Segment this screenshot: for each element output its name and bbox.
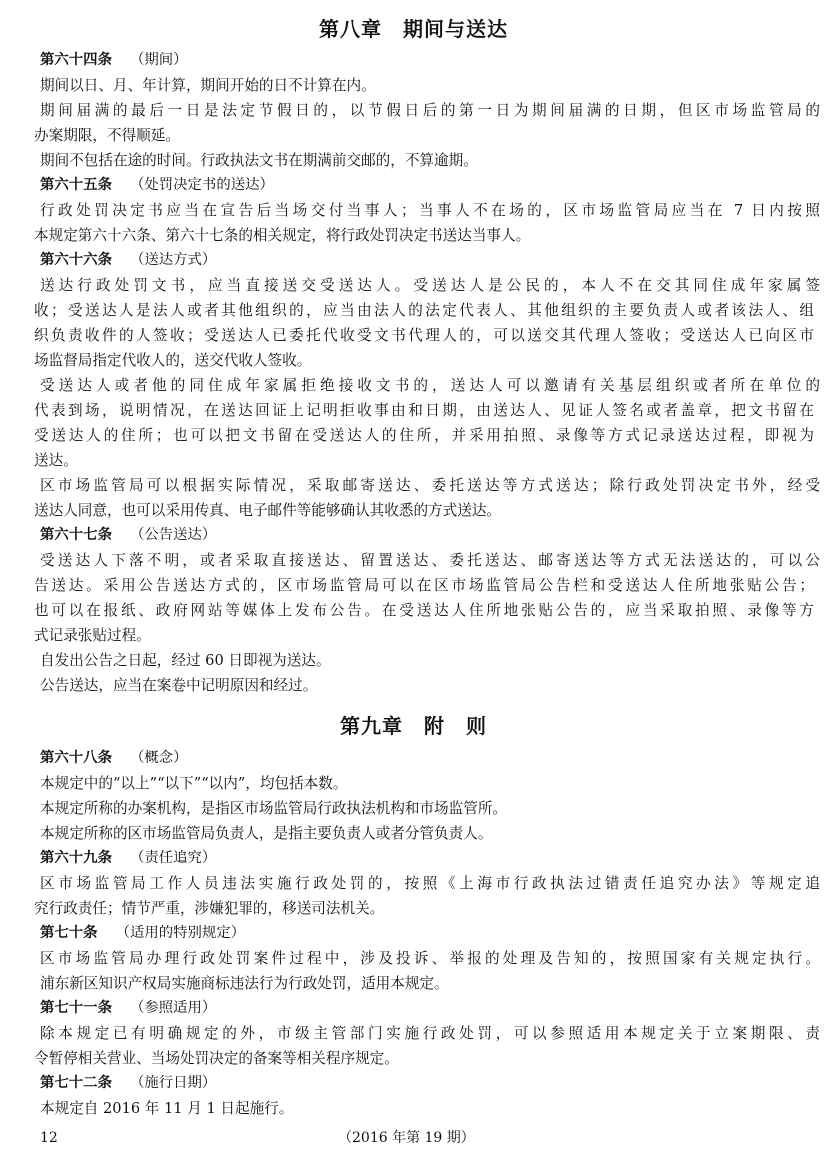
paragraph-line: 浦东新区知识产权局实施商标违法行为行政处罚，适用本规定。 bbox=[40, 975, 449, 992]
paragraph-line: 本规定所称的区市场监管局负责人，是指主要负责人或者分管负责人。 bbox=[40, 825, 493, 842]
paragraph-line: 也可以在报纸、政府网站等媒体上发布公告。在受送达人住所地张贴公告的，应当采取拍照、录像等方 bbox=[34, 602, 814, 619]
paragraph-line: 令暂停相关营业、当场处罚决定的备案等相关程序规定。 bbox=[34, 1050, 399, 1067]
paragraph-line: 究行政责任；情节严重，涉嫌犯罪的，移送司法机关。 bbox=[34, 900, 385, 917]
paragraph-line: 受送达人的住所；也可以把文书留在受送达人的住所，并采用拍照、录像等方式记录送达过程，即视为 bbox=[34, 427, 814, 444]
paragraph-line: 受送达人下落不明，或者采取直接送达、留置送达、委托送达、邮寄送达等方式无法送达的，可以公 bbox=[40, 552, 820, 569]
article-number: 第六十五条 bbox=[40, 177, 112, 193]
paragraph-line: 送达人同意，也可以采用传真、电子邮件等能够确认其收悉的方式送达。 bbox=[34, 502, 502, 519]
article-number: 第六十六条 bbox=[40, 252, 112, 268]
article-number: 第六十八条 bbox=[40, 750, 112, 766]
paragraph-line: 自发出公告之日起，经过 60 日即视为送达。 bbox=[40, 652, 331, 669]
article-71-heading bbox=[40, 996, 216, 1021]
article-title: （公告送达） bbox=[129, 527, 217, 543]
chapter-8-title: 第八章 期间与送达 bbox=[319, 17, 508, 41]
paragraph-line: 区市场监管局工作人员违法实施行政处罚的，按照《上海市行政执法过错责任追究办法》等规定追 bbox=[40, 875, 820, 892]
article-title: （期间） bbox=[129, 52, 188, 68]
article-number: 第七十一条 bbox=[40, 1000, 112, 1016]
article-title: （送达方式） bbox=[129, 252, 217, 268]
article-title: （处罚决定书的送达） bbox=[129, 177, 274, 193]
paragraph-line: 区市场监管局可以根据实际情况，采取邮寄送达、委托送达等方式送达；除行政处罚决定书外，经受 bbox=[40, 477, 820, 494]
paragraph-line: 本规定所称的办案机构，是指区市场监管局行政执法机构和市场监管所。 bbox=[40, 800, 508, 817]
article-title: （参照适用） bbox=[129, 1000, 217, 1016]
paragraph-line: 告送达。采用公告送达方式的，区市场监管局可以在区市场监管局公告栏和受送达人住所地张贴公告； bbox=[34, 577, 814, 594]
article-72-heading bbox=[40, 1071, 216, 1096]
paragraph-line: 本规定中的“以上”“以下”“以内”，均包括本数。 bbox=[40, 775, 348, 792]
paragraph-line: 送达。 bbox=[34, 452, 78, 469]
article-66-heading bbox=[40, 248, 216, 273]
paragraph-line: 期间不包括在途的时间。行政执法文书在期满前交邮的，不算逾期。 bbox=[40, 152, 478, 169]
paragraph-line: 场监督局指定代收人的，送交代收人签收。 bbox=[34, 352, 312, 369]
paragraph-line: 送达行政处罚文书，应当直接送交受送达人。受送达人是公民的，本人不在交其同住成年家属签 bbox=[40, 277, 820, 294]
article-title: （适用的特别规定） bbox=[115, 925, 246, 941]
paragraph-line: 期间届满的最后一日是法定节假日的，以节假日后的第一日为期间届满的日期，但区市场监管局的 bbox=[40, 102, 820, 119]
article-title: （施行日期） bbox=[129, 1075, 217, 1091]
article-67-heading bbox=[40, 523, 216, 548]
article-65-heading bbox=[40, 173, 274, 198]
paragraph-line: 除本规定已有明确规定的外，市级主管部门实施行政处罚，可以参照适用本规定关于立案期限、责 bbox=[40, 1025, 820, 1042]
chapter-9-title: 第九章 附 则 bbox=[340, 714, 487, 738]
article-number: 第六十七条 bbox=[40, 527, 112, 543]
paragraph-line: 式记录张贴过程。 bbox=[34, 627, 151, 644]
article-title: （概念） bbox=[129, 750, 188, 766]
paragraph-line: 本规定自 2016 年 11 月 1 日起施行。 bbox=[40, 1100, 294, 1117]
page-number: 12 bbox=[40, 1130, 58, 1146]
article-number: 第七十二条 bbox=[40, 1075, 112, 1091]
article-64-heading bbox=[40, 48, 188, 73]
article-title: （责任追究） bbox=[129, 850, 217, 866]
paragraph-line: 代表到场，说明情况，在送达回证上记明拒收事由和日期，由送达人、见证人签名或者盖章，把文书留在 bbox=[34, 402, 814, 419]
paragraph-line: 织负责收件的人签收；受送达人已委托代收受文书代理人的，可以送交其代理人签收；受送达人已向区市 bbox=[34, 327, 814, 344]
paragraph-line: 本规定第六十六条、第六十七条的相关规定，将行政处罚决定书送达当事人。 bbox=[34, 227, 531, 244]
paragraph-line: 收；受送达人是法人或者其他组织的，应当由法人的法定代表人、其他组织的主要负责人或者该法人、组 bbox=[34, 302, 814, 319]
paragraph-line: 期间以日、月、年计算，期间开始的日不计算在内。 bbox=[40, 77, 376, 94]
paragraph-line: 受送达人或者他的同住成年家属拒绝接收文书的，送达人可以邀请有关基层组织或者所在单位的 bbox=[40, 377, 820, 394]
article-number: 第七十条 bbox=[40, 925, 98, 941]
article-number: 第六十四条 bbox=[40, 52, 112, 68]
paragraph-line: 公告送达，应当在案卷中记明原因和经过。 bbox=[40, 677, 318, 694]
article-69-heading bbox=[40, 846, 216, 871]
article-70-heading bbox=[40, 921, 245, 946]
paragraph-line: 区市场监管局办理行政处罚案件过程中，涉及投诉、举报的处理及告知的，按照国家有关规定执行。 bbox=[40, 950, 820, 967]
issue-label: （2016 年第 19 期） bbox=[338, 1130, 475, 1146]
paragraph-line: 行政处罚决定书应当在宣告后当场交付当事人；当事人不在场的，区市场监管局应当在 7 日内按照 bbox=[40, 202, 820, 219]
article-68-heading bbox=[40, 746, 188, 771]
article-number: 第六十九条 bbox=[40, 850, 112, 866]
paragraph-line: 办案期限，不得顺延。 bbox=[34, 127, 180, 144]
